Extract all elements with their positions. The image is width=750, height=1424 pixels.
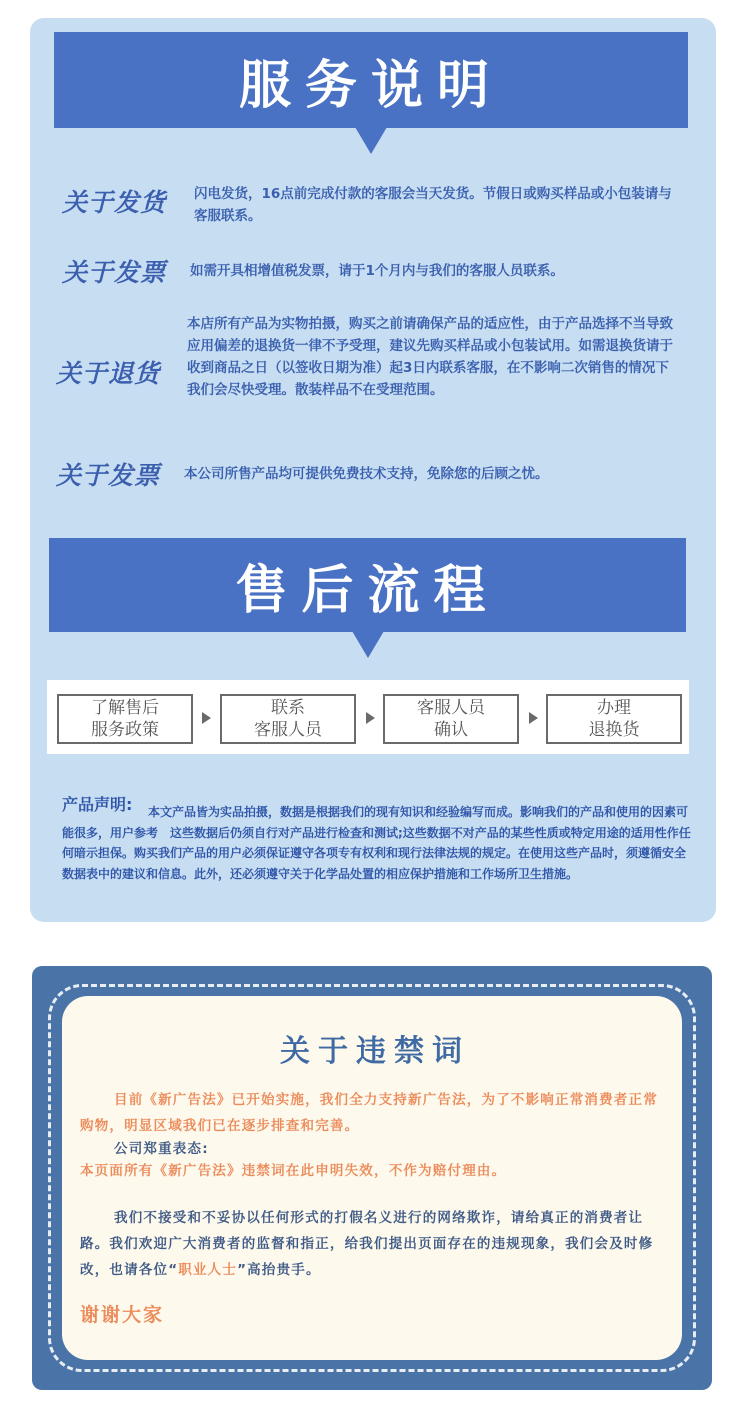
thanks-text: 谢谢大家 <box>80 1304 165 1326</box>
arrow-right-icon <box>529 712 538 724</box>
statement-text: 本页面所有《新广告法》违禁词在此申明失效，不作为赔付理由。 <box>80 1163 507 1179</box>
step-1-line1: 了解售后 <box>91 698 159 718</box>
text-shipping: 闪电发货，16点前完成付款的客服会当天发货。节假日或购买样品或小包装请与客服联系。 <box>194 186 672 224</box>
step-1-line2: 服务政策 <box>91 720 159 740</box>
label-shipping: 关于发货 <box>62 188 167 217</box>
step-3 <box>383 694 519 744</box>
prohibited-para-2 <box>80 1205 672 1283</box>
step-2-line1: 联系 <box>271 698 305 718</box>
arrow-right-icon <box>202 712 211 724</box>
prohibited-title: 关于违禁词 <box>280 1034 470 1069</box>
statement-label: 公司郑重表态: <box>114 1141 209 1157</box>
banner-pointer <box>355 127 387 154</box>
para-2-end: ”高抬贵手。 <box>237 1262 321 1278</box>
label-invoice: 关于发票 <box>62 258 167 287</box>
step-2 <box>220 694 356 744</box>
service-title: 服务说明 <box>238 55 503 116</box>
label-returns: 关于退货 <box>56 359 161 388</box>
step-4-line1: 办理 <box>597 698 631 718</box>
label-support: 关于发票 <box>56 461 161 490</box>
step-1 <box>57 694 193 744</box>
process-banner <box>49 538 686 632</box>
step-2-line2: 客服人员 <box>254 720 322 740</box>
para-2-start: 我们不接受和不妥协以任何形式的打假名义进行的网络欺诈，请给真正的消费者让路。我们欢迎广大消费者的监督和指正，给我们提出页面存在的违规现象，我们会及时修改，也请各位“ <box>80 1210 654 1278</box>
banner-pointer <box>352 631 384 658</box>
service-banner <box>54 32 688 128</box>
para-2-highlight: 职业人士 <box>178 1262 238 1278</box>
declaration-text: 本文产品皆为实品拍摄，数据是根据我们的现有知识和经验编写而成。影响我们的产品和使用的因素可能很多，用户参考 这些数据后仍须自行对产品进行检查和测试;这些数据不对产品的某些性质或特定用途的适用性作任何暗示担保。购买我们产品的用户必须保证遵守各项专有权利和现行法律法规的规定。在使用这些产品时，须遵循安全数据表中的建议和信息。此外，还必须遵守关于化学品处置的相应保护措施和工作场所卫生措施。 <box>62 805 691 881</box>
declaration-title: 产品声明: <box>62 795 133 814</box>
text-support: 本公司所售产品均可提供免费技术支持，免除您的后顾之忧。 <box>184 466 549 482</box>
step-3-line2: 确认 <box>434 720 468 740</box>
prohibited-para-1: 目前《新广告法》已开始实施，我们全力支持新广告法，为了不影响正常消费者正常购物，明显区域我们已在逐步排查和完善。 <box>80 1092 658 1134</box>
text-returns: 本店所有产品为实物拍摄，购买之前请确保产品的适应性，由于产品选择不当导致应用偏差的退换货一律不予受理，建议先购买样品或小包装试用。如需退换货请于收到商品之日（以签收日期为准）起3日内联系客服，在不影响二次销售的情况下我们会尽快受理。散装样品不在受理范围。 <box>187 316 673 398</box>
process-title: 售后流程 <box>235 560 500 621</box>
arrow-right-icon <box>366 712 375 724</box>
step-4 <box>546 694 682 744</box>
text-invoice: 如需开具相增值税发票，请于1个月内与我们的客服人员联系。 <box>190 263 564 279</box>
step-4-line2: 退换货 <box>588 720 640 740</box>
step-3-line1: 客服人员 <box>417 698 485 718</box>
process-flow <box>47 680 689 754</box>
